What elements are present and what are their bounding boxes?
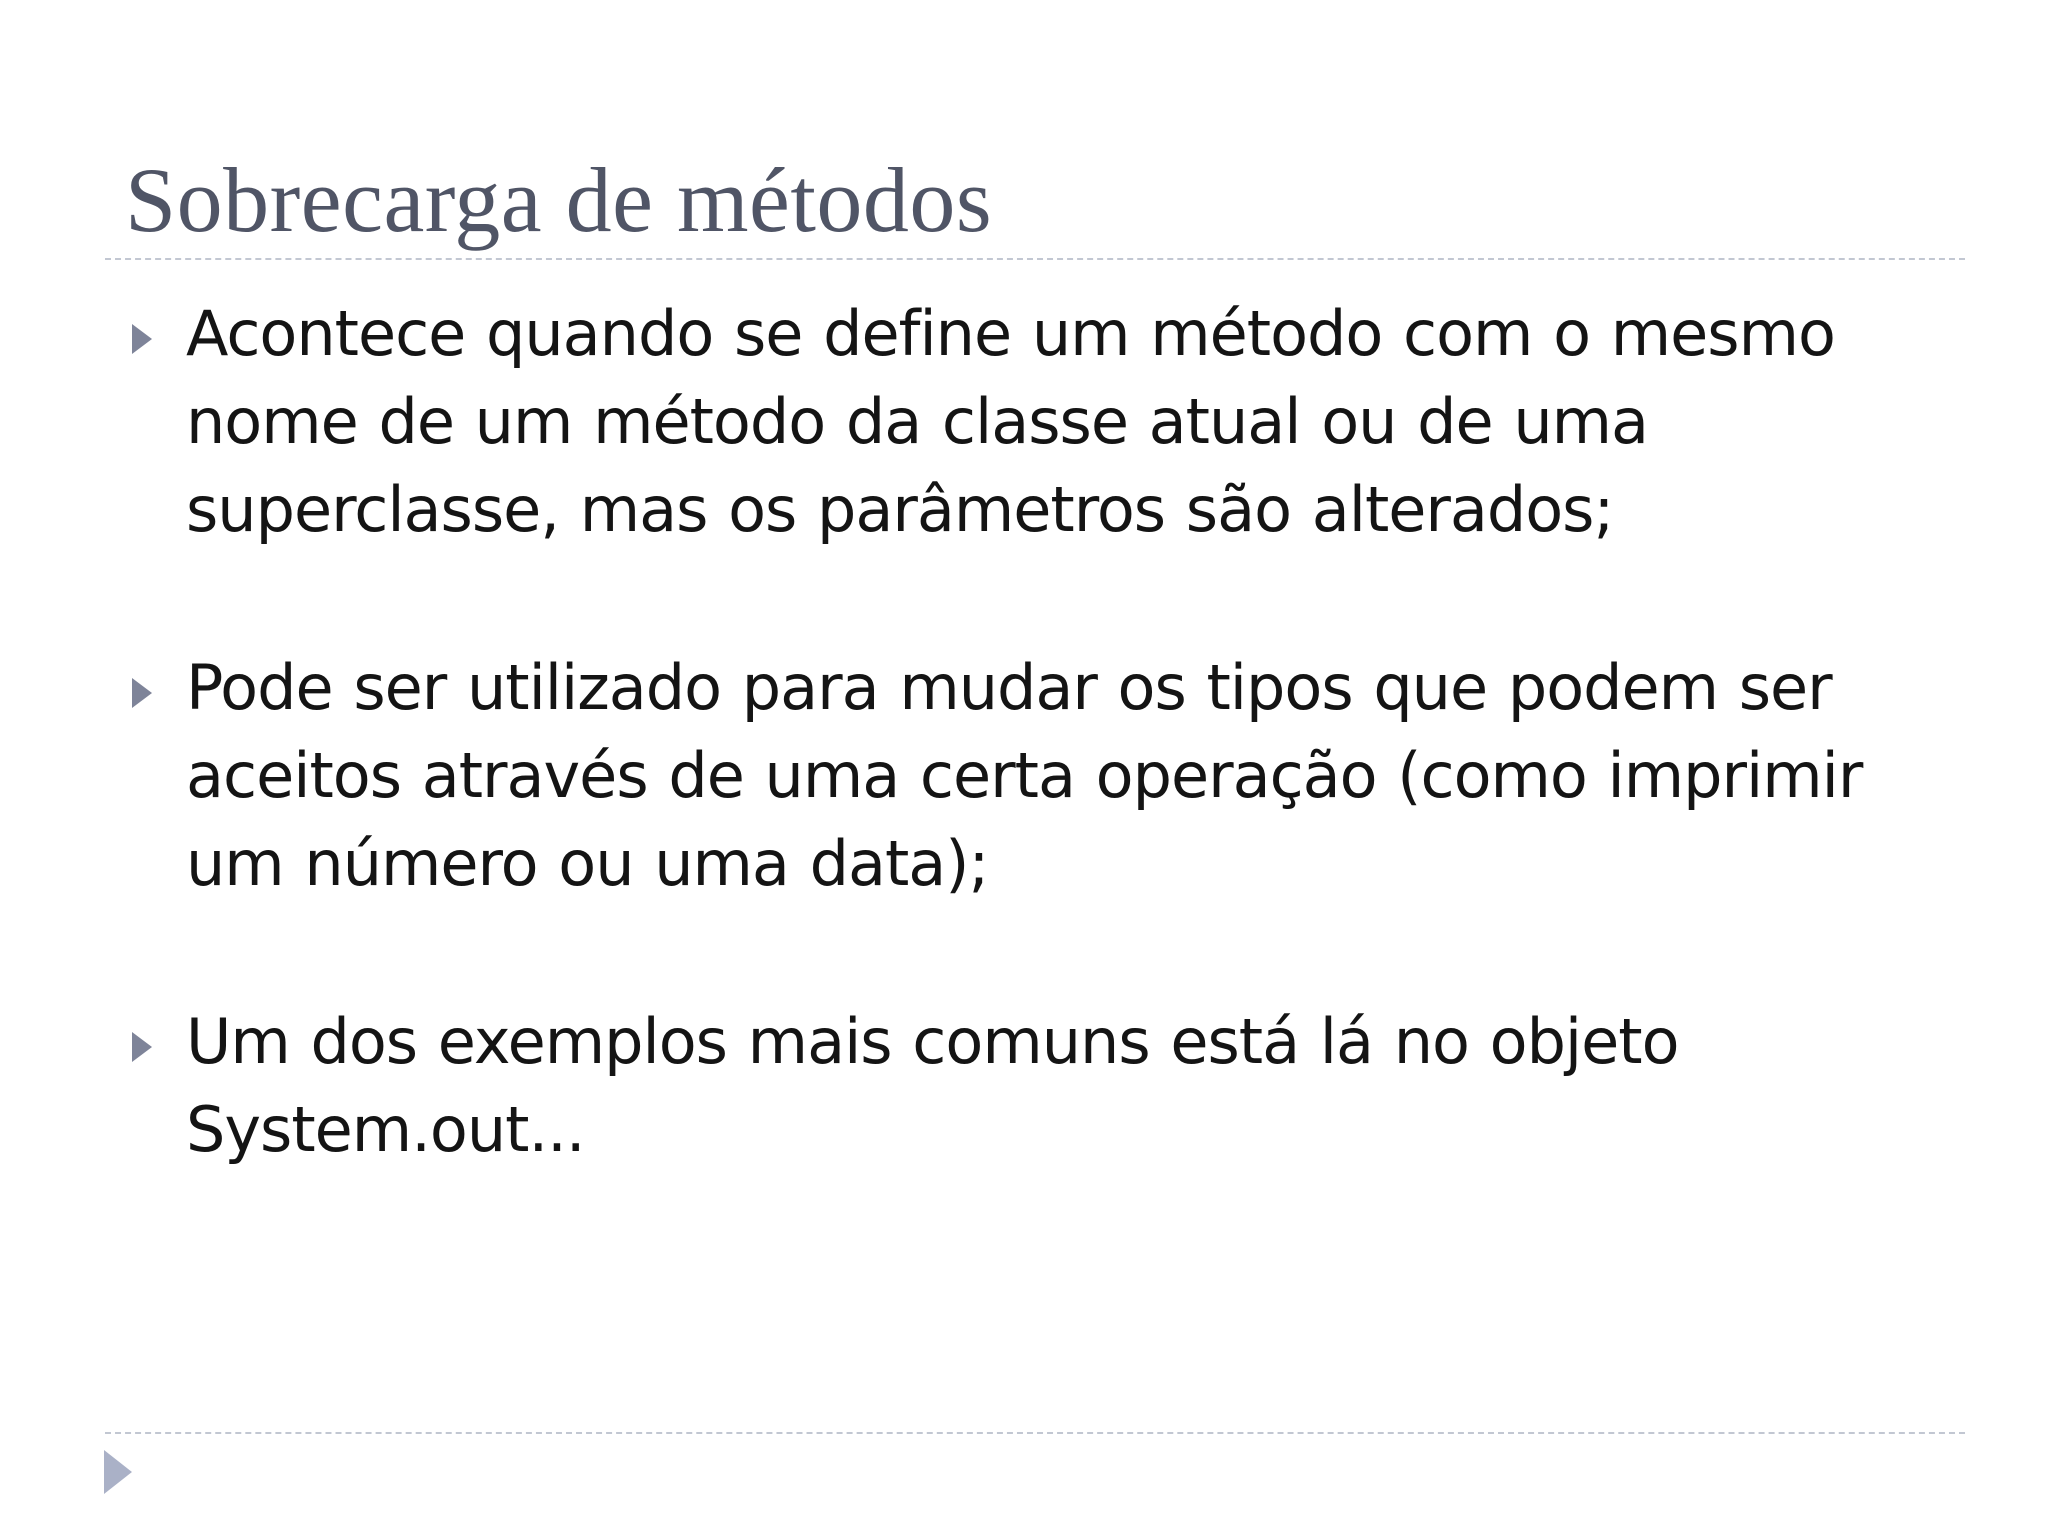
triangle-right-icon — [132, 1032, 152, 1062]
footer-triangle-icon — [104, 1450, 132, 1494]
title-divider — [105, 258, 1965, 260]
triangle-right-icon — [132, 678, 152, 708]
footer-divider — [105, 1432, 1965, 1434]
bullet-list — [128, 290, 1928, 1264]
list-item — [128, 998, 1928, 1174]
bullet-text: Um dos exemplos mais comuns está lá no objeto System.out... — [186, 1005, 1679, 1166]
list-item — [128, 290, 1928, 554]
list-item — [128, 644, 1928, 908]
triangle-right-icon — [132, 324, 152, 354]
slide-title: Sobrecarga de métodos — [125, 149, 993, 251]
bullet-text: Pode ser utilizado para mudar os tipos que podem ser aceitos através de uma certa operação (como imprimir um número ou uma data); — [186, 651, 1863, 900]
bullet-text: Acontece quando se define um método com o mesmo nome de um método da classe atual ou de uma superclasse, mas os parâmetros são alterados; — [186, 297, 1835, 546]
